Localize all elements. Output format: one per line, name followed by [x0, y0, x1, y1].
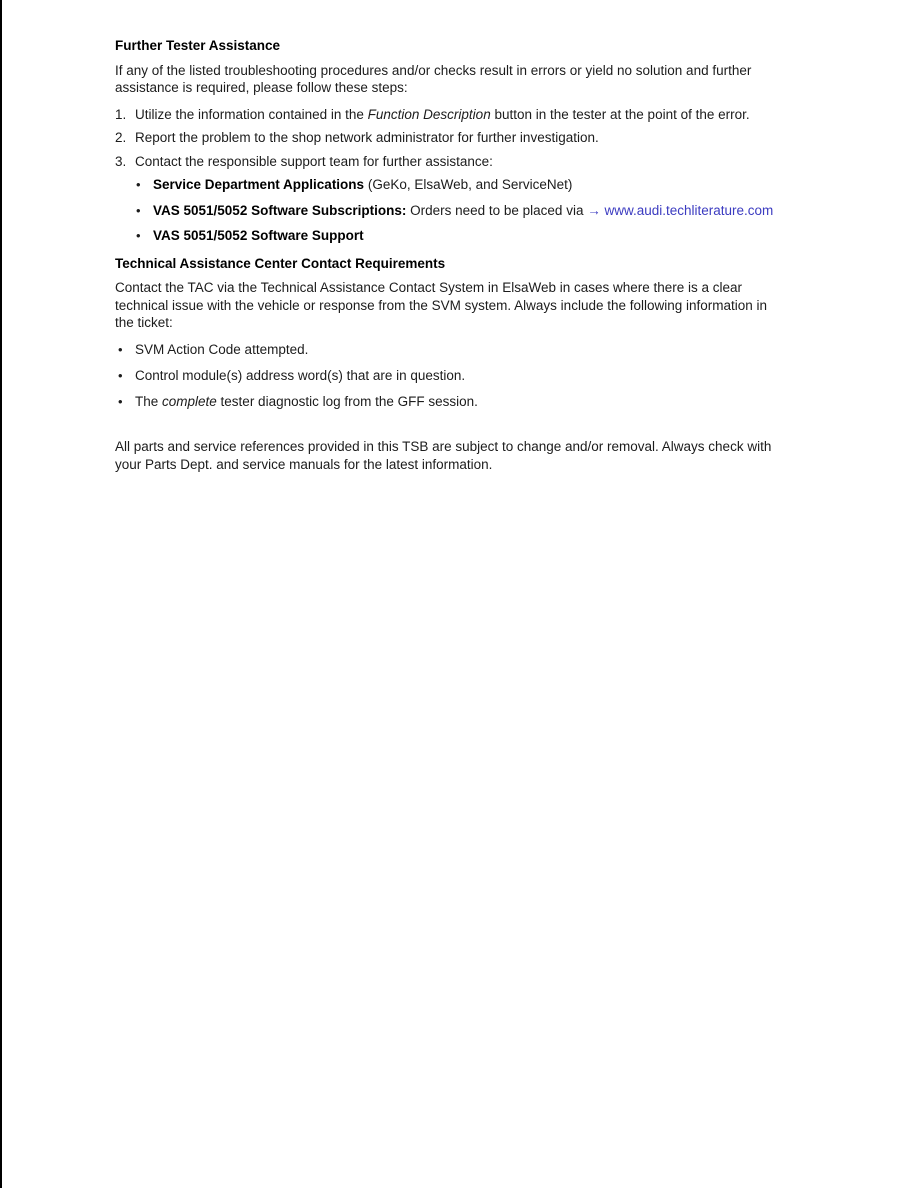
- list-text: [135, 129, 599, 147]
- section-heading-tac-contact-requirements: Technical Assistance Center Contact Requirements: [115, 255, 446, 271]
- list-item: [136, 202, 787, 220]
- bullet-icon: •: [118, 393, 123, 409]
- list-item: [118, 341, 787, 359]
- page-left-edge-line: [0, 0, 2, 1188]
- list-text: [135, 393, 478, 411]
- text-segment: Report the problem to the shop network administrator for further investigation.: [135, 130, 599, 145]
- text-segment-bold: Service Department Applications: [153, 177, 365, 192]
- text-segment: button in the tester at the point of the error.: [490, 106, 750, 122]
- text-segment: Control module(s) address word(s) that are in question.: [135, 367, 466, 383]
- text-segment: The: [135, 393, 163, 409]
- list-number: 1.: [115, 106, 127, 122]
- bullet-icon: •: [136, 177, 141, 192]
- list-text: [135, 367, 465, 385]
- text-segment-italic: Function Description: [367, 106, 491, 122]
- list-number: 3.: [115, 153, 127, 169]
- list-item: [136, 176, 787, 194]
- audi-techliterature-link[interactable]: www.audi.techliterature.com: [604, 202, 774, 218]
- list-text: [153, 227, 364, 245]
- bullet-icon: •: [118, 341, 123, 357]
- list-text: [135, 341, 308, 359]
- list-item: [136, 227, 787, 245]
- bullet-icon: •: [118, 367, 123, 383]
- text-segment-bold: VAS 5051/5052 Software Subscriptions:: [153, 202, 407, 218]
- list-text: [135, 106, 750, 124]
- text-segment: (GeKo, ElsaWeb, and ServiceNet): [364, 177, 573, 192]
- list-item: [115, 153, 787, 171]
- text-segment: Contact the responsible support team for further assistance:: [135, 153, 493, 169]
- text-segment: tester diagnostic log from the GFF session.: [216, 393, 478, 409]
- list-item: [115, 129, 787, 147]
- list-number: 2.: [115, 130, 127, 145]
- further-tester-intro-paragraph: If any of the listed troubleshooting procedures and/or checks result in errors or yield no solution and further assistance is required, please follow these steps:: [115, 62, 752, 95]
- text-segment-bold: VAS 5051/5052 Software Support: [153, 228, 364, 243]
- list-text: [153, 202, 773, 220]
- text-segment: SVM Action Code attempted.: [135, 341, 309, 357]
- bullet-icon: •: [136, 228, 141, 243]
- list-text: [153, 176, 572, 194]
- text-segment: Utilize the information contained in the: [135, 106, 368, 122]
- list-item: [118, 393, 787, 411]
- document-page: [115, 37, 787, 482]
- bullet-icon: •: [136, 202, 141, 218]
- section-heading-further-tester-assistance: Further Tester Assistance: [115, 38, 281, 53]
- tac-ticket-bullet-list: [118, 341, 787, 411]
- arrow-right-icon: →: [587, 202, 605, 218]
- support-team-bullet-list: [136, 176, 787, 245]
- tsb-disclaimer-paragraph: All parts and service references provided in this TSB are subject to change and/or removal. Always check with your Parts Dept. and service manuals for the latest information.: [115, 439, 772, 472]
- text-segment-italic: complete: [162, 393, 217, 409]
- numbered-steps-list: [115, 106, 787, 171]
- text-segment: Orders need to be placed via: [406, 202, 588, 218]
- list-text: [135, 153, 493, 171]
- tac-intro-paragraph: Contact the TAC via the Technical Assistance Contact System in ElsaWeb in cases where there is a clear technical issue with the vehicle or response from the SVM system. Always include the following information in the ticket:: [115, 280, 768, 330]
- list-item: [118, 367, 787, 385]
- list-item: [115, 106, 787, 124]
